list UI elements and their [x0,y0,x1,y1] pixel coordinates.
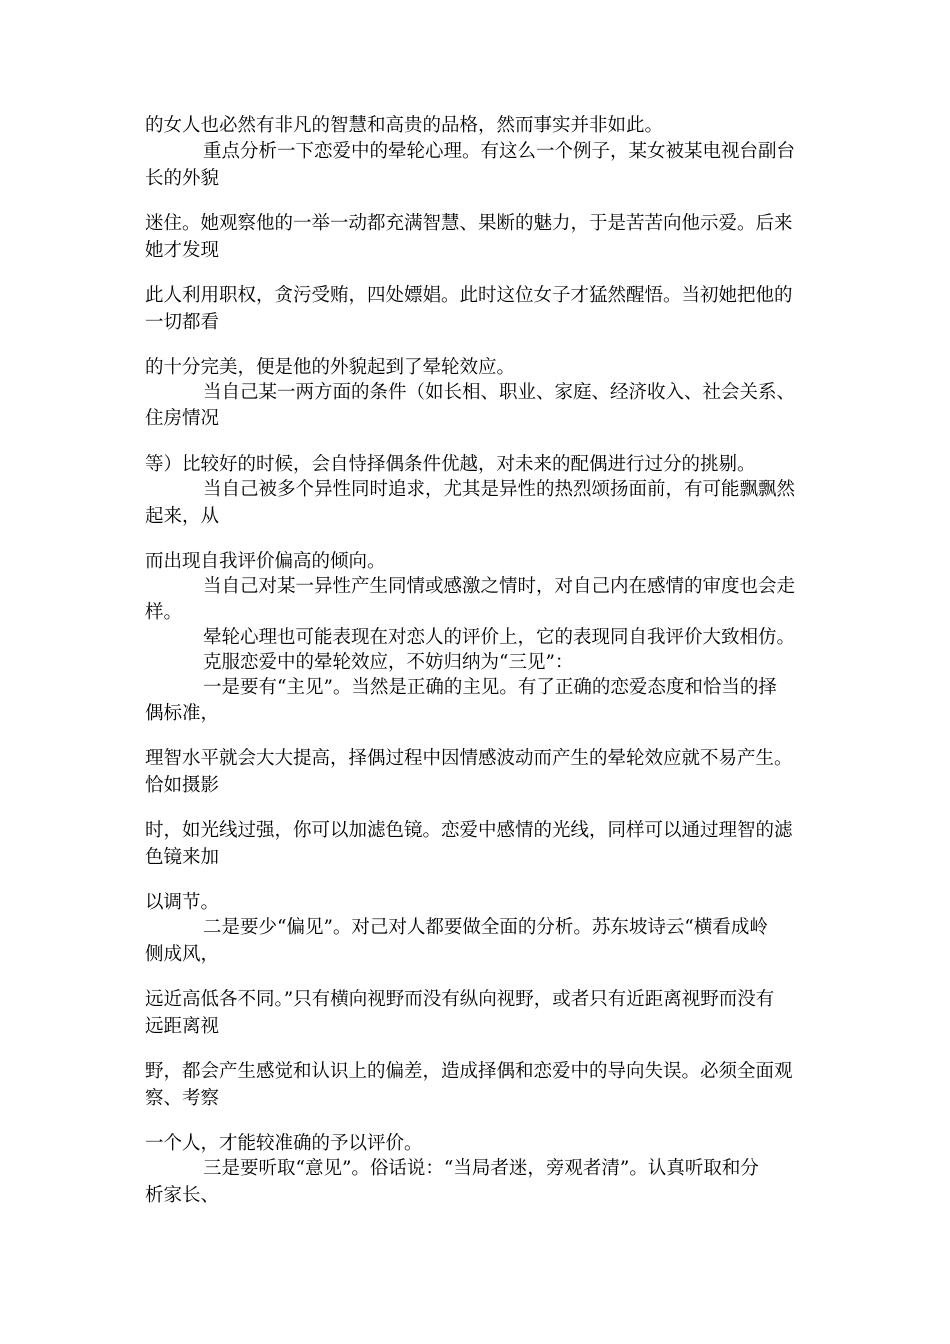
text-line: 长的外貌 [145,168,220,189]
text-line: 迷住。她观察他的一举一动都充满智慧、果断的魅力，于是苦苦向他示爱。后来 [145,213,793,234]
text-line: 一个人，才能较准确的予以评价。 [145,1133,423,1154]
text-line: 二是要少“偏见”。对己对人都要做全面的分析。苏东坡诗云“横看成岭 [203,917,768,938]
text-line: 一是要有“主见”。当然是正确的主见。有了正确的恋爱态度和恰当的择 [203,677,777,698]
text-line: 她才发现 [145,240,220,261]
text-line: 重点分析一下恋爱中的晕轮心理。有这么一个例子，某女被某电视台副台 [203,141,796,162]
text-line: 克服恋爱中的晕轮效应，不妨归纳为“三见”： [203,652,574,673]
text-line: 理智水平就会大大提高，择偶过程中因情感波动而产生的晕轮效应就不易产生。 [145,748,793,769]
text-line: 野，都会产生感觉和认识上的偏差，造成择偶和恋爱中的导向失误。必须全面观 [145,1061,793,1082]
text-line: 析家长、 [145,1185,220,1206]
text-line: 侧成风， [145,944,220,965]
text-line: 时，如光线过强，你可以加滤色镜。恋爱中感情的光线，同样可以通过理智的滤 [145,820,793,841]
text-line: 偶标准， [145,703,220,724]
text-line: 一切都看 [145,312,220,333]
text-line: 住房情况 [145,408,220,429]
text-line: 远近高低各不同。”只有横向视野而没有纵向视野，或者只有近距离视野而没有 [145,989,775,1010]
text-line: 的十分完美，便是他的外貌起到了晕轮效应。 [145,357,516,378]
text-line: 当自己对某一异性产生同情或感激之情时，对自己内在感情的审度也会走 [203,576,796,597]
text-line: 起来，从 [145,506,220,527]
text-line: 恰如摄影 [145,775,220,796]
text-line: 三是要听取“意见”。俗话说：“当局者迷，旁观者清”。认真听取和分 [203,1158,759,1179]
text-line: 色镜来加 [145,847,220,868]
text-line: 晕轮心理也可能表现在对恋人的评价上，它的表现同自我评价大致相仿。 [203,627,796,648]
text-line: 当自己某一两方面的条件（如长相、职业、家庭、经济收入、社会关系、 [203,382,796,403]
text-line: 当自己被多个异性同时追求，尤其是异性的热烈颂扬面前，有可能飘飘然 [203,479,796,500]
text-line: 远距离视 [145,1016,220,1037]
text-line: 此人利用职权，贪污受贿，四处嫖娼。此时这位女子才猛然醒悟。当初她把他的 [145,285,793,306]
text-line: 以调节。 [145,892,220,913]
text-line: 等）比较好的时候，会自恃择偶条件优越，对未来的配偶进行过分的挑剔。 [145,454,756,475]
text-line: 察、考察 [145,1088,220,1109]
text-line: 样。 [145,602,183,623]
text-line: 而出现自我评价偏高的倾向。 [145,551,386,572]
text-line: 的女人也必然有非凡的智慧和高贵的品格，然而事实并非如此。 [145,115,664,136]
